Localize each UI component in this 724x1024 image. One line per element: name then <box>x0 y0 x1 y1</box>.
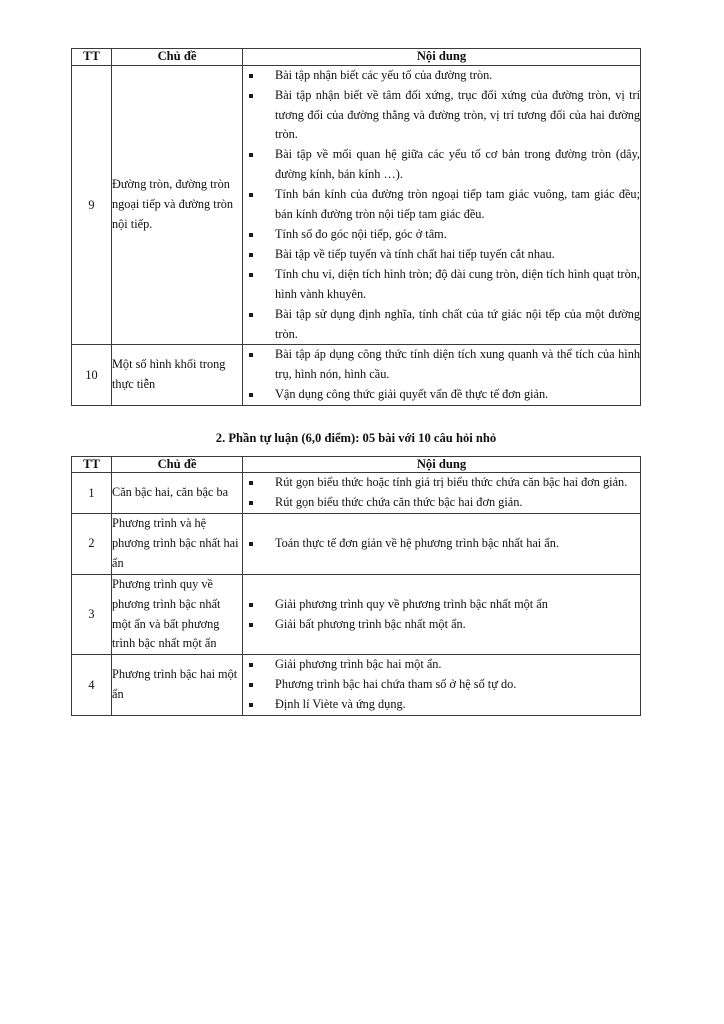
column-header-subject: Chủ đề <box>112 49 243 66</box>
row-subject: Phương trình bậc hai một ẩn <box>112 655 243 716</box>
list-item: Rút gọn biểu thức chứa căn thức bậc hai đơn giản. <box>243 493 640 513</box>
column-header-tt: TT <box>72 456 112 473</box>
list-item: Bài tập nhận biết về tâm đối xứng, trục đối xứng của đường tròn, vị trí tương đối của đường thẳng và đường tròn, vị trí tương đối của hai đường tròn. <box>243 86 640 146</box>
bullet-list <box>243 66 640 345</box>
row-number: 10 <box>72 345 112 406</box>
list-item: Tính chu vi, diện tích hình tròn; độ dài cung tròn, diện tích hình quạt tròn, hình vành khuyên. <box>243 265 640 305</box>
column-header-content: Nội dung <box>243 49 641 66</box>
table-row <box>72 574 641 655</box>
table-row <box>72 514 641 575</box>
row-content <box>243 514 641 575</box>
row-number: 4 <box>72 655 112 716</box>
list-item: Tính số đo góc nội tiếp, góc ở tâm. <box>243 225 640 245</box>
bullet-list <box>243 595 640 635</box>
document-page <box>71 0 641 716</box>
list-item: Bài tập nhận biết các yếu tố của đường tròn. <box>243 66 640 86</box>
column-header-content: Nội dung <box>243 456 641 473</box>
list-item: Bài tập áp dụng công thức tính diện tích xung quanh và thể tích của hình trụ, hình nón, hình cầu. <box>243 345 640 385</box>
list-item: Giải phương trình quy về phương trình bậc nhất một ẩn <box>243 595 640 615</box>
row-content <box>243 574 641 655</box>
list-item: Phương trình bậc hai chứa tham số ở hệ số tự do. <box>243 675 640 695</box>
list-item: Bài tập về tiếp tuyến và tính chất hai tiếp tuyến cắt nhau. <box>243 245 640 265</box>
table-header-row <box>72 456 641 473</box>
heading-top-spacer <box>71 406 641 430</box>
row-number: 2 <box>72 514 112 575</box>
bullet-list <box>243 534 640 554</box>
column-header-tt: TT <box>72 49 112 66</box>
list-item: Tính bán kính của đường tròn ngoại tiếp tam giác vuông, tam giác đều; bán kính đường tròn nội tiếp tam giác đều. <box>243 185 640 225</box>
row-subject: Phương trình và hệ phương trình bậc nhất hai ẩn <box>112 514 243 575</box>
bullet-list <box>243 655 640 715</box>
row-number: 3 <box>72 574 112 655</box>
bullet-list <box>243 345 640 405</box>
row-subject: Đường tròn, đường tròn ngoại tiếp và đường tròn nội tiếp. <box>112 65 243 345</box>
column-header-subject: Chủ đề <box>112 456 243 473</box>
bullet-list <box>243 473 640 513</box>
row-content <box>243 473 641 514</box>
row-number: 1 <box>72 473 112 514</box>
row-content <box>243 345 641 406</box>
row-subject: Một số hình khối trong thực tiễn <box>112 345 243 406</box>
table-tu-luan <box>71 456 641 717</box>
list-item: Định lí Viète và ứng dụng. <box>243 695 640 715</box>
row-subject: Căn bậc hai, căn bậc ba <box>112 473 243 514</box>
list-item: Vận dụng công thức giải quyết vấn đề thực tế đơn giản. <box>243 385 640 405</box>
heading-bottom-spacer <box>71 447 641 456</box>
table-row <box>72 655 641 716</box>
table-trac-nghiem <box>71 48 641 406</box>
list-item: Bài tập sử dụng định nghĩa, tính chất của tứ giác nội tếp của một đường tròn. <box>243 305 640 345</box>
section-heading: 2. Phần tự luận (6,0 điểm): 05 bài với 10 câu hỏi nhỏ <box>215 431 497 446</box>
top-margin-spacer <box>71 0 641 48</box>
table-row <box>72 473 641 514</box>
row-content <box>243 655 641 716</box>
list-item: Giải phương trình bậc hai một ẩn. <box>243 655 640 675</box>
row-number: 9 <box>72 65 112 345</box>
table-header-row <box>72 49 641 66</box>
table-row <box>72 345 641 406</box>
list-item: Toán thực tế đơn giản về hệ phương trình bậc nhất hai ẩn. <box>243 534 640 554</box>
list-item: Giải bất phương trình bậc nhất một ẩn. <box>243 615 640 635</box>
table-row <box>72 65 641 345</box>
list-item: Bài tập về mối quan hệ giữa các yếu tố cơ bản trong đường tròn (dây, đường kính, bán kính …). <box>243 145 640 185</box>
list-item: Rút gọn biểu thức hoặc tính giá trị biểu thức chứa căn bậc hai đơn giản. <box>243 473 640 493</box>
row-subject: Phương trình quy về phương trình bậc nhất một ẩn và bất phương trình bậc nhất một ẩn <box>112 574 243 655</box>
row-content <box>243 65 641 345</box>
